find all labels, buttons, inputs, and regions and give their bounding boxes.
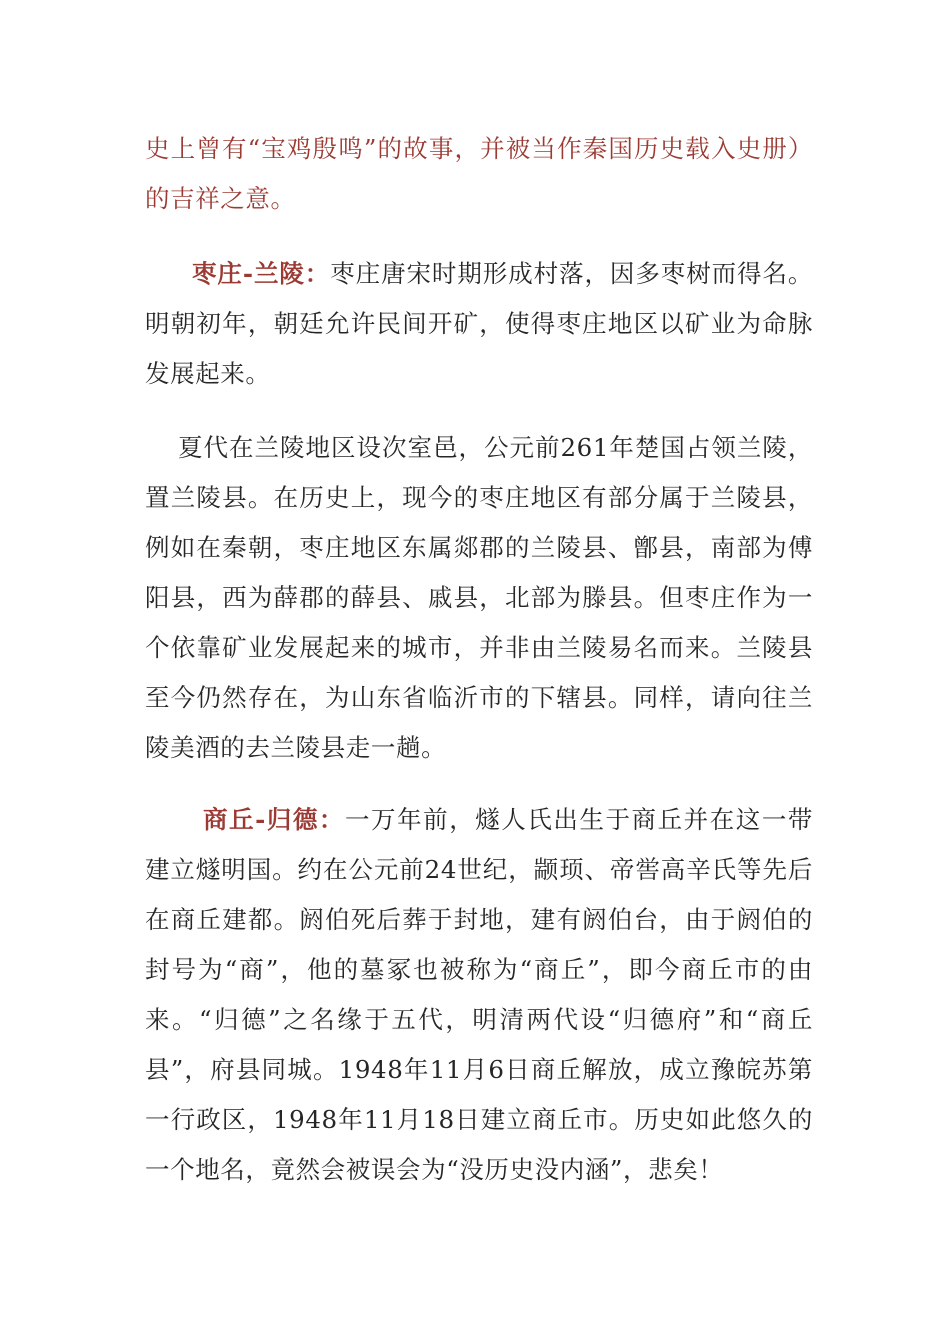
paragraph-text: 史上曾有“宝鸡殷鸣”的故事，并被当作秦国历史载入史册）的吉祥之意。 bbox=[145, 134, 813, 213]
paragraph-text: 一万年前，燧人氏出生于商丘并在这一带建立燧明国。约在公元前24世纪，颛顼、帝喾高辛氏等先后在商丘建都。阏伯死后葬于封地，建有阏伯台，由于阏伯的封号为“商”，他的墓冢也被称为“商丘”，即今商丘市的由来。“归德”之名缘于五代，明清两代设“归德府”和“商丘县”，府县同城。1948年11月6日商丘解放，成立豫皖苏第一行政区，1948年11月18日建立商丘市。历史如此悠久的一个地名，竟然会被误会为“没历史没内涵”，悲矣！ bbox=[145, 805, 813, 1184]
paragraph-continuation bbox=[145, 124, 813, 224]
paragraph-text: 夏代在兰陵地区设次室邑，公元前261年楚国占领兰陵，置兰陵县。在历史上，现今的枣庄地区有部分属于兰陵县，例如在秦朝，枣庄地区东属郯郡的兰陵县、鄫县，南部为傅阳县，西为薛郡的薛县、戚县，北部为滕县。但枣庄作为一个依靠矿业发展起来的城市，并非由兰陵易名而来。兰陵县至今仍然存在，为山东省临沂市的下辖县。同样，请向往兰陵美酒的去兰陵县走一趟。 bbox=[145, 433, 813, 762]
paragraph-shangqiu-guide bbox=[145, 795, 813, 1195]
paragraph-text: 枣庄唐宋时期形成村落，因多枣树而得名。明朝初年，朝廷允许民间开矿，使得枣庄地区以矿业为命脉发展起来。 bbox=[145, 259, 813, 388]
section-heading: 商丘-归德： bbox=[203, 805, 345, 834]
section-heading: 枣庄-兰陵： bbox=[192, 259, 331, 288]
paragraph-lanling-history bbox=[145, 423, 813, 773]
paragraph-zaozhuang-lanling bbox=[145, 249, 813, 399]
